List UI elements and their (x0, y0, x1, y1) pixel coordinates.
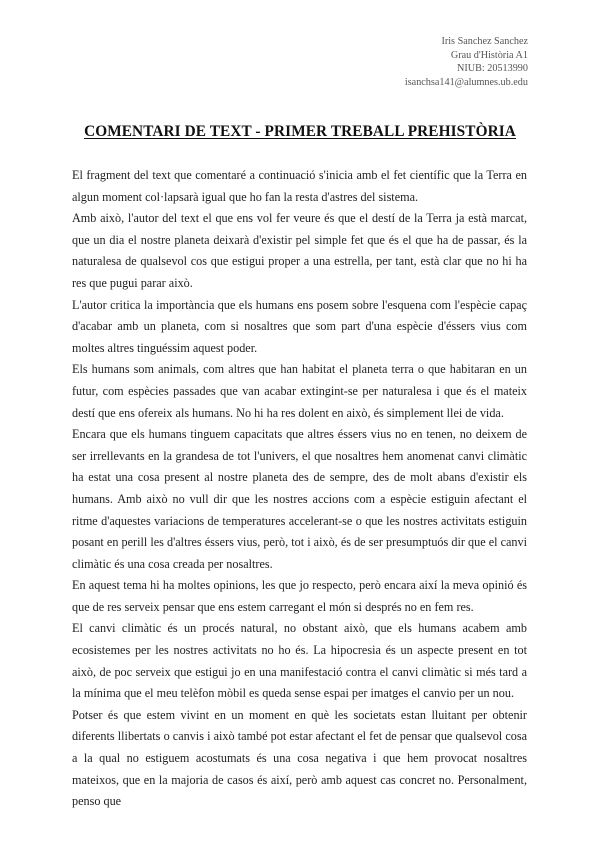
author-name: Iris Sanchez Sanchez (441, 36, 528, 47)
paragraph: Potser és que estem vivint en un moment en què les societats estan lluitant per obtenir diferents llibertats o canvis i això també pot estar afectant el fet de pensar que qualsevol cosa a la qual no estiguem acostumats és una cosa negativa i que hem provocat nosaltres mateixos, que en la majoria de casos és així, però amb aquest cas concret no. Personalment, penso que (72, 707, 527, 809)
paragraph: Encara que els humans tinguem capacitats que altres éssers vius no en tenen, no deixem de ser irrellevants en la grandesa de tot l'univers, el que nosaltres hem anomenat canvi climàtic ha estat una cosa present al nostre planeta des de sempre, des de molt abans d'existir els humans. Amb això no vull dir que les nostres accions com a espècie estiguin afectant el ritme d'aquestes variacions de temperatures accelerant-se o que les nostres activitats estiguin posant en perill les d'altres éssers vius, però, tot i això, és de ser presumptuós dir que el canvi climàtic és una cosa creada per nosaltres. (72, 427, 527, 571)
paragraph: L'autor critica la importància que els humans ens posem sobre l'esquena com l'espècie capaç d'acabar amb un planeta, com si nosaltres que som part d'una espècie d'éssers vius com moltes altres tinguéssim aquest poder. (72, 297, 527, 355)
niub-label: NIUB: 20513990 (456, 63, 528, 75)
paragraph: Els humans som animals, com altres que han habitat el planeta terra o que habitaran en un futur, com espècies passades que van acabar extingint-se per naturalesa i que és el mateix destí que ens ofereix als humans. No hi ha res dolent en això, és simplement llei de vida. (72, 362, 527, 420)
degree-label: Grau d'Història A1 (450, 49, 528, 61)
author-header (405, 35, 528, 89)
paragraph: En aquest tema hi ha moltes opinions, les que jo respecto, però encara així la meva opinió és que de res serveix pensar que ens estem carregant el món si després no en fem res. (72, 578, 527, 614)
document-body (72, 165, 527, 813)
email-label: isanchsa141@alumnes.ub.edu (404, 76, 528, 88)
document-title: COMENTARI DE TEXT - PRIMER TREBALL PREHISTÒRIA (84, 123, 516, 140)
paragraph: El fragment del text que comentaré a continuació s'inicia amb el fet científic que la Terra en algun moment col·lapsarà igual que ho fan la resta d'astres del sistema. (72, 168, 527, 204)
paragraph: Amb això, l'autor del text el que ens vol fer veure és que el destí de la Terra ja està marcat, que un dia el nostre planeta deixarà d'existir pel simple fet que és el que ha de passar, és la naturalesa de qualsevol cos que estigui proper a una estrella, per tant, està clar que no hi ha res que pugui parar això. (72, 211, 527, 290)
paragraph: El canvi climàtic és un procés natural, no obstant això, que els humans acabem amb ecosistemes per les nostres activitats no ho és. La hipocresia és un aspecte present en tot això, de poc serveix que estigui jo en una manifestació contra el canvi climàtic si més tard a la mínima que el meu telèfon mòbil es queda sense espai per imatges el canvio per un nou. (72, 621, 527, 701)
